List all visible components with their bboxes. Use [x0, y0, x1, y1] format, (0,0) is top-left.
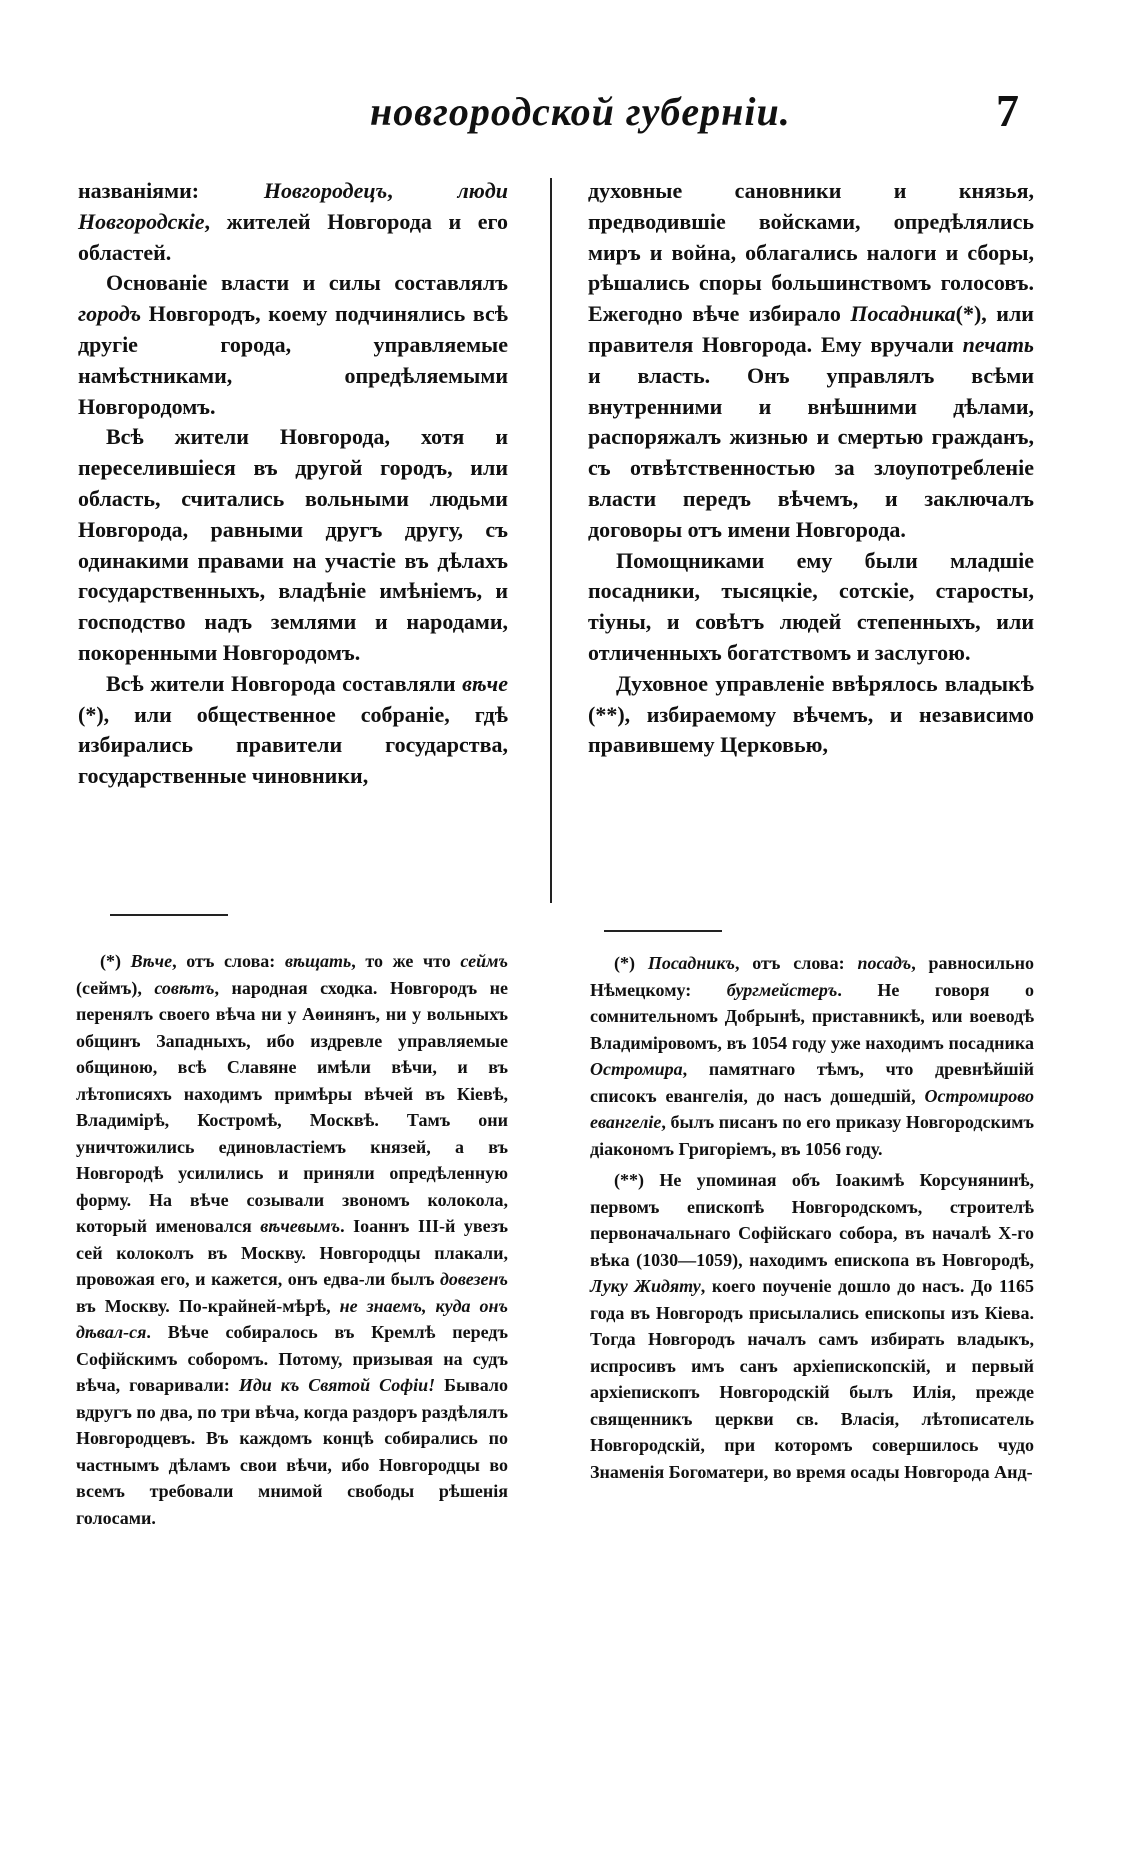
page-header [0, 85, 1140, 148]
footnote-right [590, 950, 1034, 1485]
running-title: новгородской губерніи. [370, 89, 791, 134]
left-column [78, 176, 508, 792]
left-paragraph-1: названіями: Новгородецъ, люди Новгородскіе, жителей Новгорода и его областей. [78, 178, 509, 265]
left-paragraph-4: Всѣ жители Новгорода составляли вѣче (*), или общественное собраніе, гдѣ избирались правители государства, государственные чиновники, [78, 670, 508, 789]
footnote-rule-right [604, 930, 722, 932]
page-number: 7 [996, 85, 1019, 136]
column-divider [550, 178, 552, 903]
footnote-vladyka: (**) Не упоминая объ Іоакимѣ Корсунянинѣ, первомъ епископѣ Новгородскомъ, строителѣ первоначальнаго Софійскаго собора, въ началѣ X-го вѣка (1030—1059), находимъ епископа въ Новгородѣ, Луку Жидяту, коего поученіе дошло до насъ. До 1165 года въ Новгородъ присылались епископы изъ Кіева. Тогда Новгородъ началъ самъ избирать владыкъ, испросивъ имъ санъ архіепископскій, и первый архіепископъ Новгородскій былъ Илія, прежде священникъ церкви св. Власія, лѣтописатель Новгородскій, при которомъ совершилось чудо Знаменія Богоматери, во время осады Новгорода Анд- [590, 1170, 1034, 1482]
right-paragraph-1: духовные сановники и князья, предводившіе войсками, опредѣлялись миръ и война, облагались налоги и сборы, рѣшались споры большинствомъ голосовъ. Ежегодно вѣче избирало Посадника(*), или правителя Новгорода. Ему вручали печать и власть. Онъ управлялъ всѣми внутренними и внѣшними дѣлами, распоряжалъ жизнью и смертью гражданъ, съ отвѣтственностью за злоупотребленіе власти передъ вѣчемъ, и заключалъ договоры отъ имени Новгорода. [588, 178, 1034, 542]
left-paragraph-3: Всѣ жители Новгорода, хотя и переселившіеся въ другой городъ, или область, считались вольными людьми Новгорода, равными другъ другу, съ одинакими правами на участіе въ дѣлахъ государственныхъ, владѣніе имѣніемъ, и господство надъ землями и народами, покоренными Новгородомъ. [78, 424, 508, 665]
left-paragraph-2: Основаніе власти и силы составлялъ городъ Новгородъ, коему подчинялись всѣ другіе города, управляемые намѣстниками, опредѣляемыми Новгородомъ. [78, 270, 508, 419]
footnote-posadnik: (*) Посадникъ, отъ слова: посадъ, равносильно Нѣмецкому: бургмейстеръ. Не говоря о сомнительномъ Добрынѣ, приставникѣ, или воеводѣ Владиміровомъ, въ 1054 году уже находимъ посадника Остромира, памятнаго тѣмъ, что древнѣйшій списокъ евангелія, до насъ дошедшій, Остромирово евангеліе, былъ писанъ по его приказу Новгородскимъ діакономъ Григоріемъ, въ 1056 году. [590, 953, 1034, 1159]
footnote-veche: (*) Вѣче, отъ слова: вѣщать, то же что сеймъ (сеймъ), совѣтъ, народная сходка. Новгородъ не перенялъ своего вѣча ни у Аѳинянъ, ни у вольныхъ общинъ Западныхъ, ибо издревле управляемые общиною, всѣ Славяне имѣли вѣчи, и въ лѣтописяхъ находимъ примѣры вѣчей въ Кіевѣ, Владимірѣ, Костромѣ, Москвѣ. Тамъ они уничтожились единовластіемъ князей, а въ Новгородѣ усилились и приняли опредѣленную форму. На вѣче созывали звономъ колокола, который именовался вѣчевымъ. Іоаннъ III-й увезъ сей колоколъ въ Москву. Новгородцы плакали, провожая его, и кажется, онъ едва-ли былъ довезенъ въ Москву. По-крайней-мѣрѣ, не знаемъ, куда онъ дѣвал-ся. Вѣче собиралось въ Кремлѣ передъ Софійскимъ соборомъ. Потому, призывая на судъ вѣча, говаривали: Иди къ Святой Софіи! Бывало вдругъ по два, по три вѣча, когда раздоръ раздѣлялъ Новгородцевъ. Въ каждомъ концѣ собирались по частнымъ дѣламъ свои вѣчи, ибо Новгородцы во всемъ требовали мнимой свободы рѣшенія голосами. [76, 951, 509, 1528]
footnote-left [76, 948, 508, 1531]
right-column [588, 176, 1034, 761]
footnote-rule-left [110, 914, 228, 916]
right-paragraph-3: Духовное управленіе ввѣрялось владыкѣ (**), избираемому вѣчемъ, и независимо правившему Церковью, [588, 670, 1034, 758]
right-paragraph-2: Помощниками ему были младшіе посадники, тысяцкіе, сотскіе, старосты, тіуны, и совѣтъ людей степенныхъ, или отличенныхъ богатствомъ и заслугою. [588, 547, 1034, 665]
